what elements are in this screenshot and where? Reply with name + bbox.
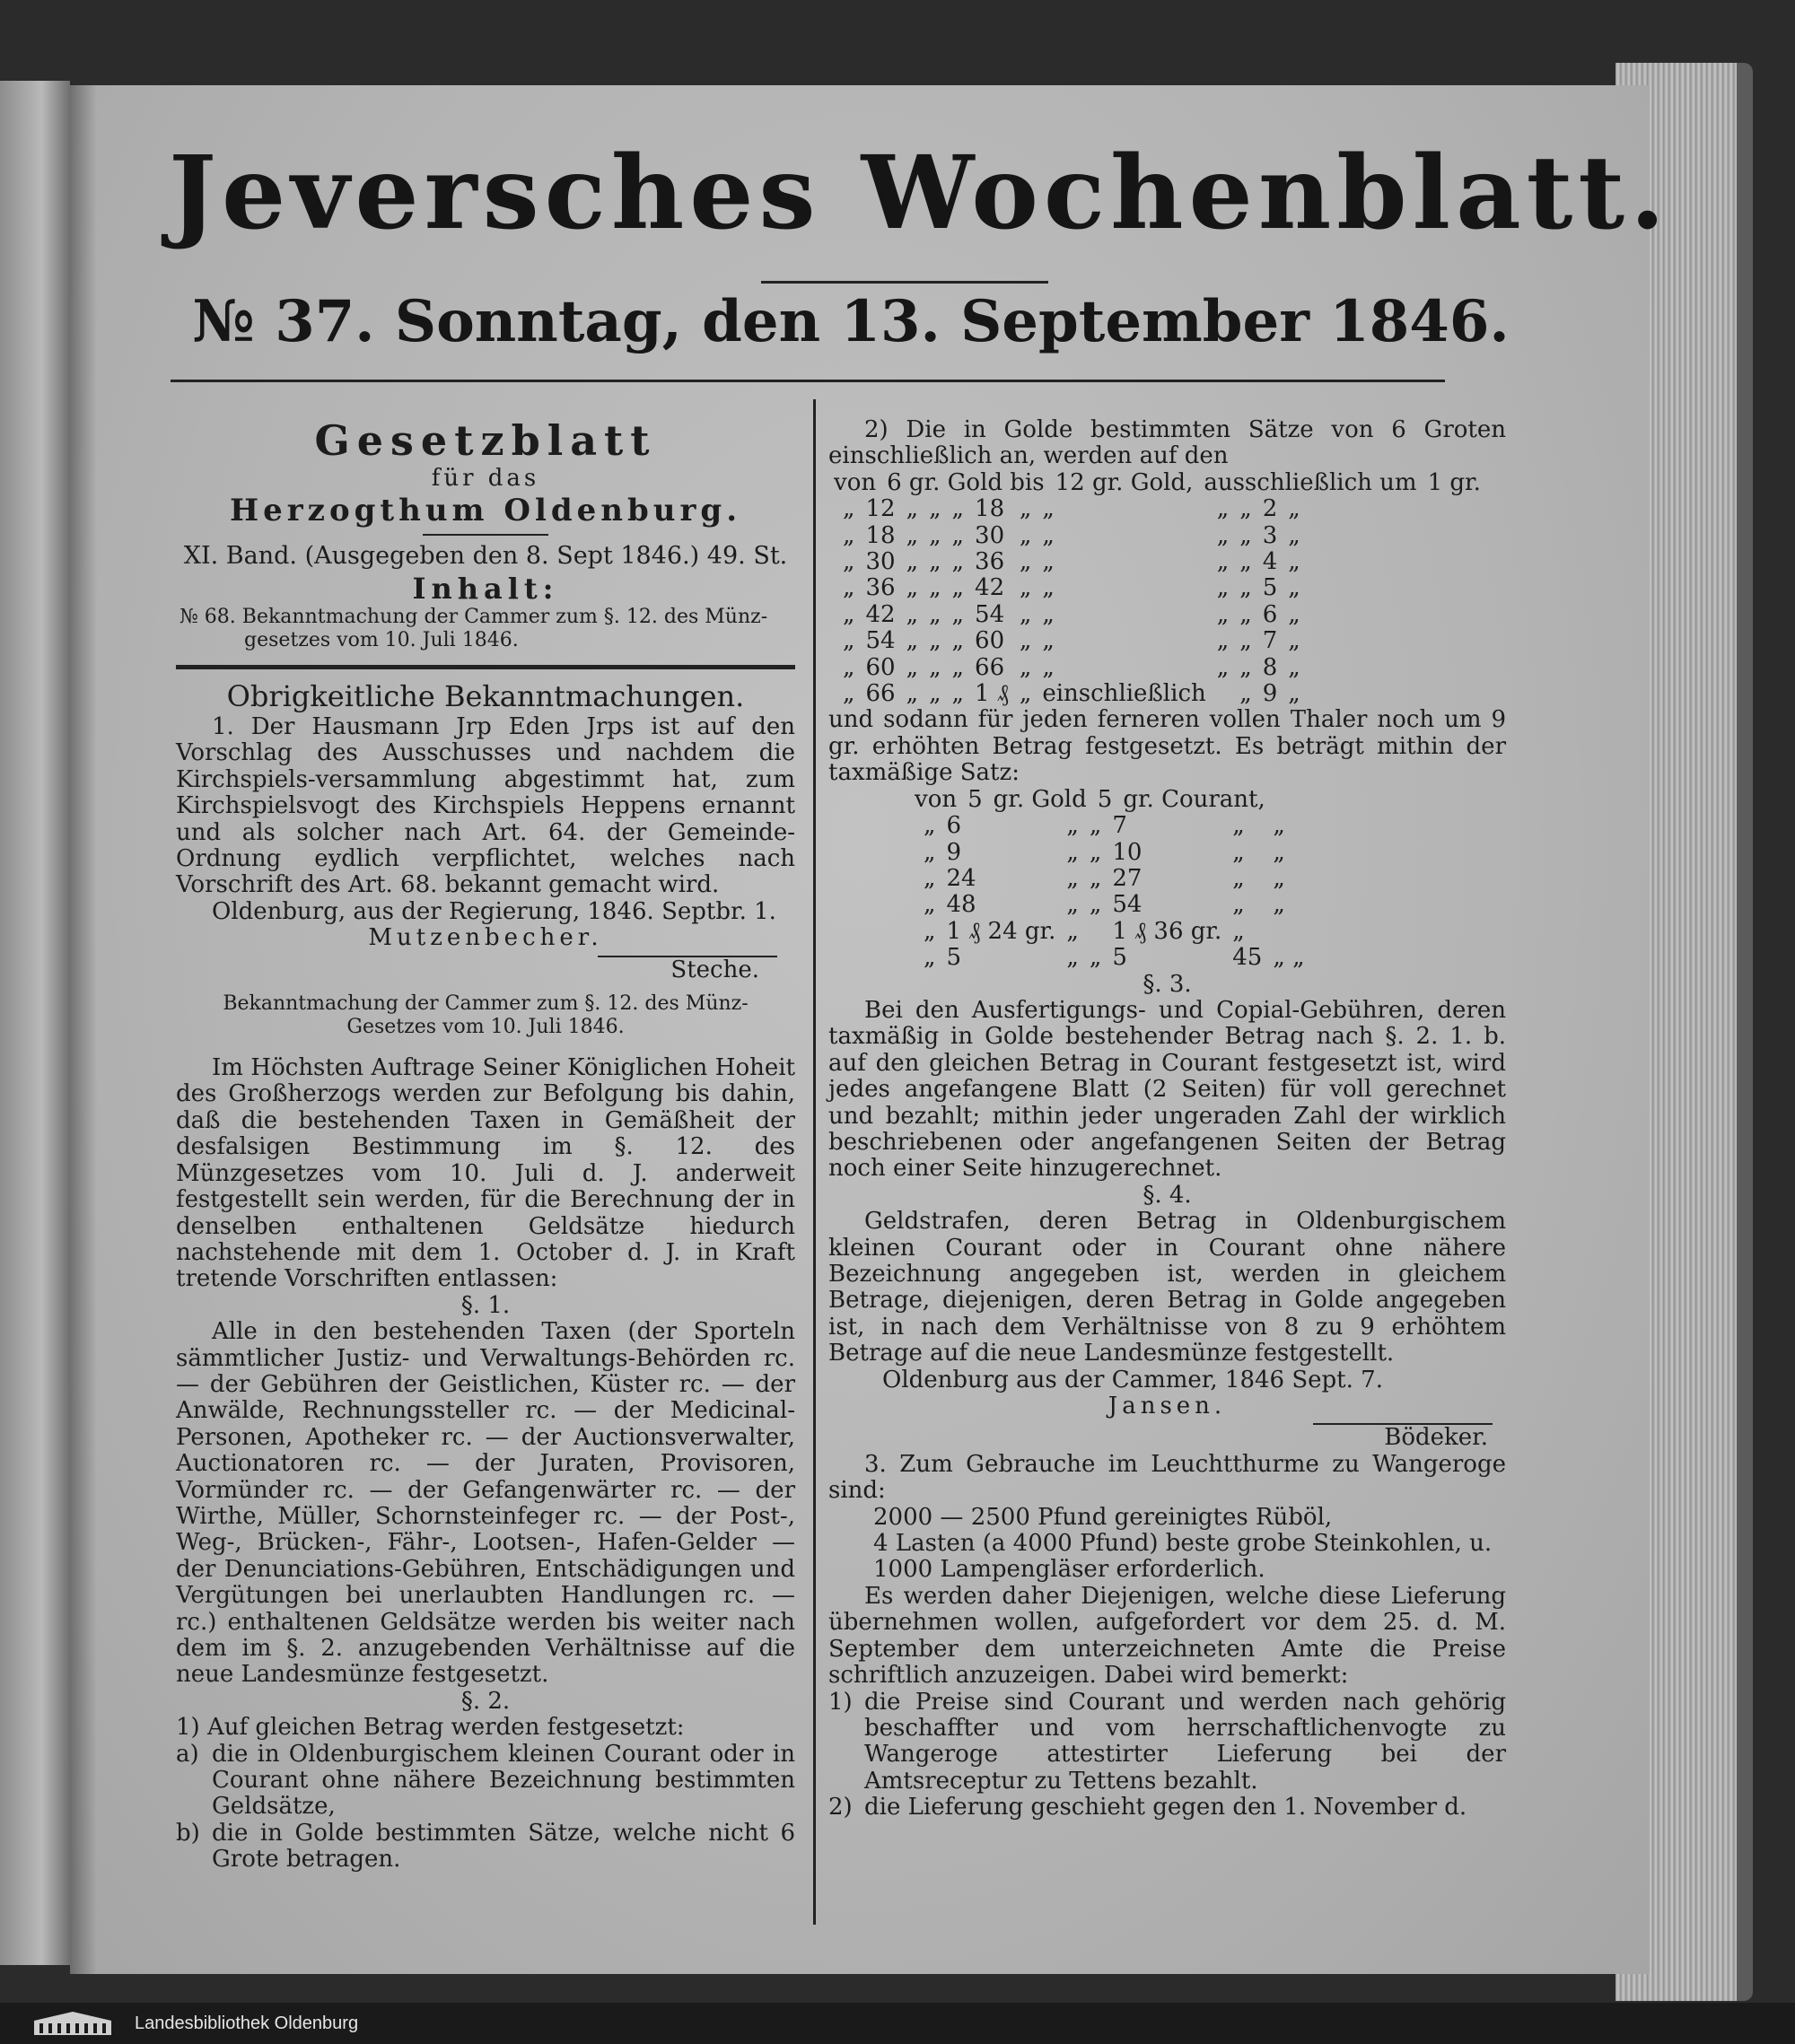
rate-cell: 66 <box>975 653 1005 681</box>
rate-cell: „ <box>929 627 941 655</box>
rate-cell: „ <box>1288 495 1300 523</box>
short-rule <box>423 534 548 536</box>
rate-cell: „ <box>843 574 855 602</box>
rate-cell: „ <box>1019 495 1032 523</box>
rate-cell: 9 <box>1262 680 1278 708</box>
rate-header-cell: 12 gr. Gold, <box>1055 468 1194 496</box>
courant-header-cell: gr. Courant, <box>1123 785 1265 813</box>
section-2-heading: §. 2. <box>460 1687 511 1715</box>
item-a-text: die in Oldenburgischem kleinen Courant oder in Courant ohne nähere Bezeichnung bestimmten Geldsätze, <box>212 1740 795 1821</box>
courant-cell: „ <box>1273 891 1285 919</box>
item-2-text: die Lieferung geschieht gegen den 1. November d. <box>864 1794 1467 1821</box>
rate-cell: „ <box>906 680 919 708</box>
section-2-item-2: 2) Die in Golde bestimmten Sätze von 6 Groten einschließlich an, werden auf den <box>828 416 1506 470</box>
gold-rate-rows <box>828 496 1506 707</box>
paragraph-3-line-1: 2000 — 2500 Pfund gereinigtes Rüböl, <box>873 1503 1333 1531</box>
rate-cell: „ <box>929 680 941 708</box>
rate-header-cell: 6 gr. Gold bis <box>887 468 1045 496</box>
rate-cell: „ <box>1239 627 1252 655</box>
courant-cell: „ <box>1089 838 1102 866</box>
gesetzblatt-title: Gesetzblatt <box>314 416 657 465</box>
rate-cell: 42 <box>975 574 1005 602</box>
rate-cell: „ <box>1288 600 1300 628</box>
section-2-item-a <box>176 1742 795 1821</box>
column-divider <box>813 399 816 1925</box>
courant-row-table <box>918 813 1310 971</box>
courant-header-cell: von <box>915 785 958 813</box>
paragraph-3-intro: 3. Zum Gebrauche im Leuchtthurme zu Wangeroge sind: <box>828 1450 1506 1505</box>
rate-cell: 30 <box>975 521 1005 549</box>
rate-header-row <box>828 470 1486 496</box>
courant-cell: 5 <box>1112 944 1127 972</box>
rate-cell: „ <box>1042 495 1055 523</box>
section-1-heading: §. 1. <box>460 1291 511 1319</box>
rate-cell: „ <box>1019 653 1032 681</box>
courant-cell: „ <box>1273 838 1285 866</box>
rate-cell: „ <box>1216 548 1230 576</box>
courant-cell: „ <box>1066 838 1079 866</box>
rate-cell: „ <box>951 548 965 576</box>
rate-cell: „ <box>1042 627 1055 655</box>
section-2-item-b <box>176 1821 795 1874</box>
rate-cell: „ <box>843 521 855 549</box>
courant-cell: „ „ <box>1273 944 1305 972</box>
left-column <box>176 417 795 1874</box>
rate-cell: „ <box>906 627 919 655</box>
courant-cell: 9 <box>946 838 962 866</box>
rate-row <box>837 655 1306 681</box>
inhalt-item <box>176 606 795 652</box>
courant-cell: 48 <box>946 891 976 919</box>
courant-row <box>918 840 1310 866</box>
courant-row <box>918 919 1310 945</box>
cammer-countersign: Bödeker. <box>1384 1424 1488 1452</box>
rate-row <box>837 681 1306 707</box>
courant-row <box>918 892 1310 918</box>
inhalt-heading: Inhalt: <box>412 572 559 606</box>
rate-cell: „ <box>1239 653 1252 681</box>
rate-cell: „ <box>1042 600 1055 628</box>
rate-cell: „ <box>1216 574 1230 602</box>
rate-cell: 30 <box>865 548 896 576</box>
rate-cell: „ <box>906 574 919 602</box>
after-rates-text: und sodann für jeden ferneren vollen Thaler noch um 9 gr. erhöhten Betrag festgesetzt. Es beträgt mithin der taxmäßige Satz: <box>828 706 1506 787</box>
courant-cell: „ <box>1273 864 1285 892</box>
rate-cell: „ <box>1216 653 1230 681</box>
band-line: XI. Band. (Ausgegeben den 8. Sept 1846.) 49. St. <box>183 542 788 570</box>
rate-row <box>837 496 1306 522</box>
courant-cell: 1 ₰ 36 gr. <box>1112 917 1222 945</box>
rate-cell: 1 ₰ <box>975 680 1009 708</box>
paragraph-3-item-2 <box>828 1795 1506 1821</box>
courant-cell: „ <box>924 917 936 945</box>
rate-cell: „ <box>843 653 855 681</box>
left-page-edge <box>0 81 70 1965</box>
rate-cell: „ <box>1288 653 1300 681</box>
rate-cell: 54 <box>865 627 896 655</box>
courant-cell: „ <box>1232 812 1245 840</box>
courant-cell: „ <box>1232 838 1245 866</box>
rate-cell: „ <box>906 495 919 523</box>
item-b-text: die in Golde bestimmten Sätze, welche nicht 6 Grote betragen. <box>212 1819 795 1874</box>
rate-cell: 4 <box>1262 548 1278 576</box>
courant-header-cell: gr. Gold <box>993 785 1087 813</box>
courant-cell: „ <box>924 838 936 866</box>
rate-cell: „ <box>1019 600 1032 628</box>
courant-cell: 7 <box>1112 812 1127 840</box>
library-building-icon <box>32 2010 113 2037</box>
rate-cell: 18 <box>865 521 896 549</box>
courant-row <box>918 866 1310 892</box>
rate-cell: 36 <box>975 548 1005 576</box>
rate-cell: 60 <box>865 653 896 681</box>
rate-cell: „ <box>951 521 965 549</box>
masthead-rule <box>761 281 1048 284</box>
rate-cell: „ <box>1019 680 1032 708</box>
rate-row <box>837 549 1306 575</box>
rate-cell: „ <box>843 680 855 708</box>
rate-cell: „ <box>1239 521 1252 549</box>
rate-cell: „ <box>951 574 965 602</box>
courant-cell: „ <box>1232 917 1245 945</box>
courant-cell: 27 <box>1112 864 1143 892</box>
courant-cell: „ <box>924 812 936 840</box>
courant-row <box>918 945 1310 971</box>
rate-cell: „ <box>1019 548 1032 576</box>
rate-cell: 2 <box>1262 495 1278 523</box>
footer-bar <box>0 2003 1795 2044</box>
rate-cell: „ <box>1288 548 1300 576</box>
courant-cell: „ <box>1232 891 1245 919</box>
rate-cell <box>1212 681 1234 707</box>
rate-cell: „ <box>929 548 941 576</box>
rate-header-cell: von <box>834 468 877 496</box>
obrigkeitliche-title: Obrigkeitliche Bekanntmachungen. <box>226 679 745 713</box>
rate-row <box>837 602 1306 628</box>
rate-cell: 5 <box>1262 574 1278 602</box>
rate-cell: „ <box>843 495 855 523</box>
courant-cell: „ <box>1066 864 1079 892</box>
rate-header-cell: 1 gr. <box>1427 468 1481 496</box>
newspaper-page <box>70 85 1671 1974</box>
item-2-label: 2) <box>828 1794 853 1821</box>
inhalt-item-line-1: № 68. Bekanntmachung der Cammer zum §. 12. des Münz- <box>180 606 768 628</box>
courant-header-row <box>909 787 1271 813</box>
courant-cell: „ <box>924 891 936 919</box>
rate-cell: 6 <box>1262 600 1278 628</box>
rate-cell: „ <box>929 653 941 681</box>
courant-header-cell: 5 <box>968 785 983 813</box>
rate-cell: „ <box>1239 574 1252 602</box>
rate-cell: „ <box>1216 495 1230 523</box>
section-1-text: Alle in den bestehenden Taxen (der Sporteln sämmtlicher Justiz- und Verwaltungs-Behörden rc. — der Gebühren der Geistlichen, Küster rc. — der Anwälde, Rechnungssteller rc. — der Medicinal-Personen, Apotheker rc. — der Auctionsverwalter, Auctionatoren rc. — der Juraten, Provisoren, Vormünder rc. — der Gefangenwärter rc. — der Wirthe, Müller, Schornsteinfeger rc. — der Post-, Weg-, Brücken-, Fähr-, Lootsen-, Hafen-Gelder — der Denunciations-Gebühren, Entschädigungen und Vergütungen bei unerlaubten Handlungen rc. — rc.) enthaltenen Geldsätze werden bis weiter nach dem im §. 2. anzugebenden Verhältnisse auf die neue Landesmünze festgesetzt. <box>176 1318 795 1689</box>
rate-cell: 18 <box>975 495 1005 523</box>
rate-cell: „ <box>1019 521 1032 549</box>
courant-cell: „ <box>1066 891 1079 919</box>
rate-cell: „ <box>906 653 919 681</box>
courant-header-cell: 5 <box>1097 785 1113 813</box>
rate-cell: „ <box>1042 653 1055 681</box>
rate-row <box>837 523 1306 549</box>
courant-rate-table <box>909 787 1271 813</box>
courant-cell: „ <box>1273 812 1285 840</box>
rate-cell: „ <box>1239 548 1252 576</box>
courant-cell: 6 <box>946 812 962 840</box>
rate-cell: 12 <box>865 495 896 523</box>
bekanntmachung-title-2: Gesetzes vom 10. Juli 1846. <box>346 1016 625 1039</box>
paragraph-3-line-2: 4 Lasten (a 4000 Pfund) beste grobe Steinkohlen, u. <box>873 1530 1493 1558</box>
rate-cell: „ <box>1042 574 1055 602</box>
rate-row <box>837 575 1306 601</box>
courant-cell: 45 <box>1232 944 1263 972</box>
rate-cell: „ <box>906 548 919 576</box>
rate-cell: 3 <box>1262 521 1278 549</box>
rate-cell: „ <box>843 548 855 576</box>
rate-cell: „ <box>1239 680 1252 708</box>
rate-cell: 36 <box>865 574 896 602</box>
rate-row-table <box>837 496 1306 707</box>
courant-cell: „ <box>924 944 936 972</box>
rate-cell: „ <box>951 495 965 523</box>
courant-cell: 5 <box>946 944 962 972</box>
courant-row <box>918 813 1310 839</box>
rate-cell: 7 <box>1262 627 1278 655</box>
courant-cell: „ <box>1089 944 1102 972</box>
rate-cell: „ <box>1042 521 1055 549</box>
rate-cell: „ <box>1019 574 1032 602</box>
item-a-label: a) <box>176 1740 199 1768</box>
courant-cell: 1 ₰ 24 gr. <box>946 917 1056 945</box>
library-name: Landesbibliothek Oldenburg <box>135 2013 359 2033</box>
gold-rate-table <box>828 470 1486 496</box>
obrigkeitliche-countersign: Steche. <box>670 956 759 983</box>
rate-cell: „ <box>906 600 919 628</box>
rate-cell: „ <box>843 600 855 628</box>
rate-cell: „ <box>1216 627 1230 655</box>
obrigkeitliche-signer: Mutzenbecher. <box>368 924 603 952</box>
courant-cell: „ <box>1232 864 1245 892</box>
header-rule <box>171 380 1445 382</box>
courant-cell <box>1084 919 1107 945</box>
courant-cell: 54 <box>1112 891 1143 919</box>
rate-cell: „ <box>929 600 941 628</box>
rate-cell: „ <box>1239 495 1252 523</box>
paragraph-3-item-1 <box>828 1690 1506 1795</box>
gesetzblatt-herzogthum: Herzogthum Oldenburg. <box>229 493 742 528</box>
rate-cell: „ <box>1288 574 1300 602</box>
courant-cell: „ <box>1089 891 1102 919</box>
rate-cell: „ <box>1216 600 1230 628</box>
rate-cell: 60 <box>975 627 1005 655</box>
rate-cell: „ <box>1216 521 1230 549</box>
courant-cell: „ <box>1066 944 1079 972</box>
paragraph-3-line-3: 1000 Lampengläser erforderlich. <box>873 1556 1265 1584</box>
rate-cell: „ <box>1239 600 1252 628</box>
item-1-text: die Preise sind Courant und werden nach gehörig beschaffter und vom herrschaftlichenvogte zu Wangeroge attestirter Lieferung bei der Amtsreceptur zu Tettens bezahlt. <box>864 1688 1506 1795</box>
rate-cell: 66 <box>865 680 896 708</box>
obrigkeitliche-paragraph-1: 1. Der Hausmann Jrp Eden Jrps ist auf den Vorschlag des Ausschusses und nachdem die Kirchspiels-versammlung abgestimmt hat, zum Kirchspielsvogt des Kirchspiels Heppens ernannt und als solcher nach Art. 64. der Gemeinde-Ordnung eydlich verpflichtet, welches nach Vorschrift des Art. 68. bekannt gemacht wird. <box>176 713 795 899</box>
rate-cell: „ <box>929 495 941 523</box>
rate-cell: „ <box>951 600 965 628</box>
section-3-text: Bei den Ausfertigungs- und Copial-Gebühren, deren taxmäßig in Golde bestehender Betrag nach §. 2. 1. b. auf den gleichen Betrag in Courant festgesetzt ist, wird jedes angefangene Blatt (2 Seiten) für voll gerechnet und bezahlt; mithin jeder ungeraden Zahl der wirklich beschriebenen oder angefangenen Seiten der Betrag noch einer Seite hinzugerechnet. <box>828 996 1506 1183</box>
right-column <box>828 417 1506 1821</box>
rate-header-cell: ausschließlich um <box>1204 468 1417 496</box>
bekanntmachung-title-1: Bekanntmachung der Cammer zum §. 12. des Münz- <box>223 992 749 1016</box>
rate-cell: 42 <box>865 600 896 628</box>
item-b-label: b) <box>176 1819 200 1847</box>
paragraph-3-text: Es werden daher Diejenigen, welche diese Lieferung übernehmen wollen, aufgefordert vor dem 25. d. M. September dem unterzeichneten Amte die Preise schriftlich anzuzeigen. Dabei wird bemerkt: <box>828 1582 1506 1690</box>
rate-cell: „ <box>1019 627 1032 655</box>
section-2-item-1: 1) Auf gleichen Betrag werden festgesetzt: <box>176 1714 685 1742</box>
courant-rate-rows <box>828 813 1506 971</box>
courant-cell <box>1267 919 1309 945</box>
courant-cell: „ <box>1066 812 1079 840</box>
rate-cell: „ <box>1288 521 1300 549</box>
issue-line: № 37. Sonntag, den 13. September 1846. <box>192 288 1510 355</box>
rate-cell: „ <box>843 627 855 655</box>
cammer-signer: Jansen. <box>1108 1393 1227 1420</box>
inhalt-item-line-2: gesetzes vom 10. Juli 1846. <box>244 629 519 651</box>
cammer-dateline: Oldenburg aus der Cammer, 1846 Sept. 7. <box>882 1366 1383 1393</box>
courant-cell: 24 <box>946 864 976 892</box>
gutter-shadow <box>70 85 97 1974</box>
section-rule <box>176 665 795 669</box>
rate-cell: „ <box>929 521 941 549</box>
courant-cell: „ <box>924 864 936 892</box>
gesetzblatt-fuer: für das <box>431 465 540 492</box>
courant-cell: „ <box>1066 917 1079 945</box>
section-4-text: Geldstrafen, deren Betrag in Oldenburgischem kleinen Courant oder in Courant ohne nähere Bezeichnung angegeben ist, werden in gleichem Betrage, diejenigen, deren Betrag in Golde angegeben ist, in nach dem Verhältnisse von 8 zu 9 erhöhtem Betrage auf die neue Landesmünze festgestellt. <box>828 1208 1506 1367</box>
rate-cell: „ <box>951 627 965 655</box>
rate-row <box>837 628 1306 654</box>
rate-cell: „ <box>906 521 919 549</box>
courant-cell: „ <box>1089 812 1102 840</box>
obrigkeitliche-dateline: Oldenburg, aus der Regierung, 1846. Septbr. 1. <box>212 897 776 925</box>
rate-cell: „ <box>1288 680 1300 708</box>
item-1-label: 1) <box>828 1688 853 1716</box>
rate-cell: „ <box>1288 627 1300 655</box>
courant-cell: „ <box>1089 864 1102 892</box>
rate-cell: 54 <box>975 600 1005 628</box>
rate-cell: „ <box>1042 548 1055 576</box>
section-4-heading: §. 4. <box>1143 1181 1192 1209</box>
masthead-title: Jeversches Wochenblatt. <box>169 135 1671 252</box>
rate-cell: „ <box>951 680 965 708</box>
rate-cell: 8 <box>1262 653 1278 681</box>
courant-cell: 10 <box>1112 838 1143 866</box>
rate-cell: „ <box>951 653 965 681</box>
section-3-heading: §. 3. <box>1143 970 1192 998</box>
rate-cell: einschließlich <box>1042 680 1206 708</box>
rate-cell: „ <box>929 574 941 602</box>
bekanntmachung-intro: Im Höchsten Auftrage Seiner Königlichen Hoheit des Großherzogs werden zur Befolgung bis dahin, daß die bestehenden Taxen in Gemäßheit der desfalsigen Bestimmung im §. 12. des Münzgesetzes vom 10. Juli d. J. anderweit festgestellt sein werden, für die Berechnung der in denselben enthaltenen Geldsätze hiedurch nachstehende mit dem 1. October d. J. in Kraft tretende Vorschriften entlassen: <box>176 1054 795 1293</box>
